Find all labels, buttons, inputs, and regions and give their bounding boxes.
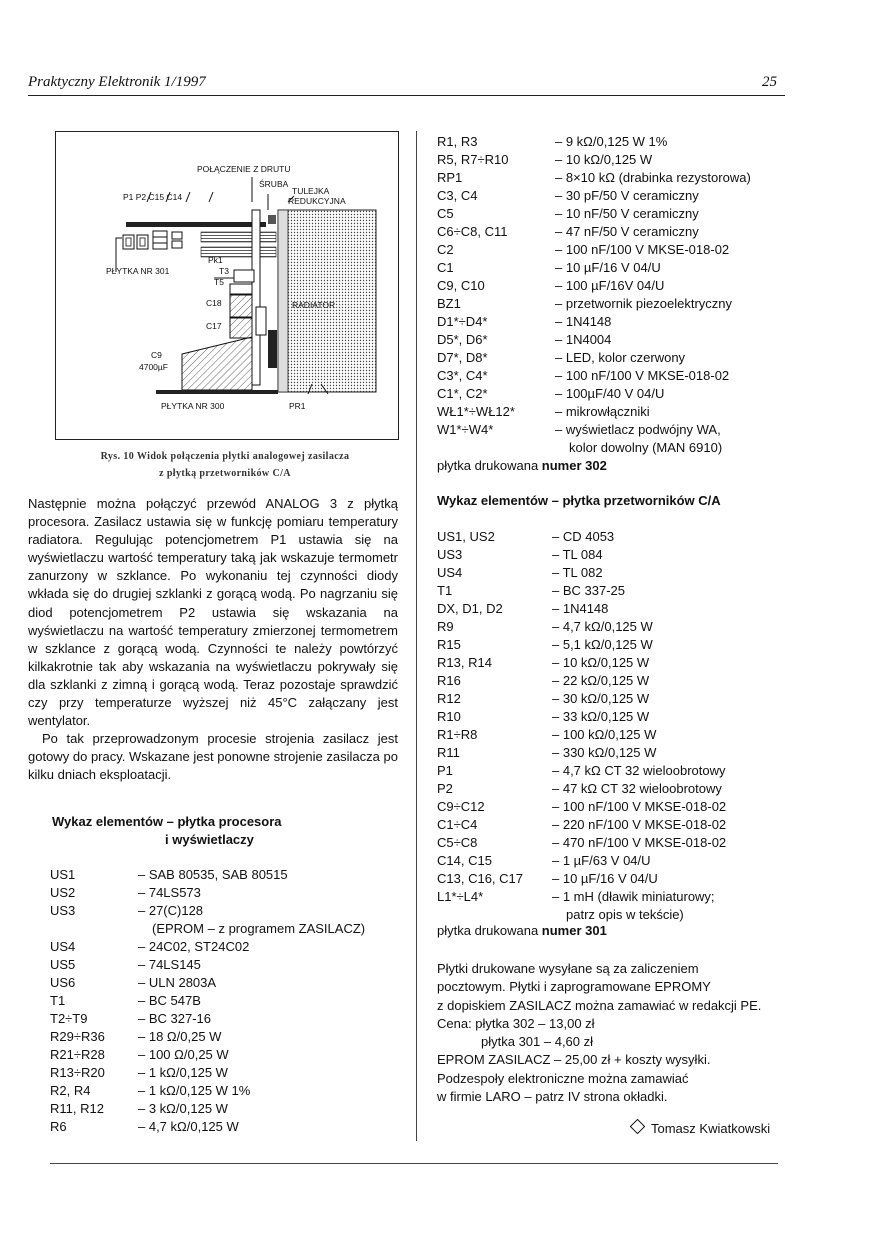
part-designator: P1 [437, 763, 453, 778]
label-sleeve-2: REDUKCYJNA [288, 196, 346, 206]
label-board-300: PŁYTKA NR 300 [161, 401, 225, 411]
pr1-shape [268, 330, 277, 368]
display-parts-list [437, 133, 751, 457]
board-301-plate [126, 222, 266, 227]
part-designator: W1*÷W4* [437, 422, 494, 437]
part-designator: T1 [50, 993, 66, 1008]
part-value: kolor dowolny (MAN 6910) [569, 440, 723, 455]
caption-line-1: Rys. 10 Widok połączenia płytki analogowej zasilacza [100, 451, 350, 462]
label-t3: T3 [219, 266, 229, 276]
part-row [437, 870, 726, 888]
part-value: – 100 nF/100 V MKSE-018-02 [552, 799, 727, 814]
part-value: – 1N4004 [555, 332, 612, 347]
part-value: – mikrowłączniki [555, 404, 650, 419]
part-row [437, 439, 751, 457]
part-designator: C14, C15 [437, 853, 492, 868]
part-row [437, 313, 751, 331]
part-row [437, 726, 726, 744]
part-designator: D7*, D8* [437, 350, 488, 365]
part-value: – BC 337-25 [552, 583, 625, 598]
part-value: – 1 kΩ/0,125 W [138, 1065, 228, 1080]
part-row [437, 618, 726, 636]
part-row [437, 834, 726, 852]
part-row [437, 223, 751, 241]
c9-shape [182, 337, 252, 390]
part-value: – 4,7 kΩ/0,125 W [138, 1119, 239, 1134]
part-row [437, 205, 751, 223]
label-radiator: RADIATOR [292, 300, 336, 310]
part-value: – 24C02, ST24C02 [138, 939, 250, 954]
label-c17: C17 [206, 321, 222, 331]
part-value: – 10 µF/16 V 04/U [552, 871, 658, 886]
part-value: – 1N4148 [552, 601, 609, 616]
part-row [50, 1046, 365, 1064]
paragraph-2: Po tak przeprowadzonym procesie strojenia zasilacz jest gotowy do pracy. Wskazane jest ponowne strojenie zasilacza po kilku dniach eksploatacji. [28, 731, 398, 783]
part-designator: C1*, C2* [437, 386, 488, 401]
part-row [437, 762, 726, 780]
part-value: – 33 kΩ/0,125 W [552, 709, 650, 724]
label-sleeve-1: TULEJKA [292, 186, 330, 196]
label-connection: POŁĄCZENIE Z DRUTU [197, 164, 291, 174]
order-line-8: w firmie LARO – patrz IV strona okładki. [437, 1089, 668, 1105]
part-row [50, 1082, 365, 1100]
part-designator: DX, D1, D2 [437, 601, 503, 616]
order-line-3: z dopiskiem ZASILACZ można zamawiać w redakcji PE. [437, 997, 762, 1013]
part-value: – przetwornik piezoelektryczny [555, 296, 733, 311]
part-designator: R6 [50, 1119, 67, 1134]
part-designator: US1 [50, 867, 76, 882]
part-row [437, 888, 726, 906]
part-value: – 5,1 kΩ/0,125 W [552, 637, 653, 652]
part-value: – 18 Ω/0,25 W [138, 1029, 222, 1044]
part-row [437, 672, 726, 690]
part-row [437, 600, 726, 618]
part-row [437, 331, 751, 349]
part-row [437, 133, 751, 151]
part-designator: R1, R3 [437, 134, 478, 149]
part-value: – wyświetlacz podwójny WA, [555, 422, 721, 437]
label-t5: T5 [214, 277, 224, 287]
part-designator: C3, C4 [437, 188, 478, 203]
part-designator: R12 [437, 691, 461, 706]
part-designator: R16 [437, 673, 461, 688]
part-value: – 22 kΩ/0,125 W [552, 673, 650, 688]
part-value: – 47 nF/50 V ceramiczny [555, 224, 699, 239]
order-line-1: Płytki drukowane wysyłane są za zaliczeniem [437, 961, 699, 976]
order-info [437, 960, 761, 1106]
part-row [50, 956, 365, 974]
part-designator: D1*÷D4* [437, 314, 488, 329]
part-designator: C9÷C12 [437, 799, 485, 814]
label-screw: ŚRUBA [259, 179, 289, 189]
part-designator: WŁ1*÷WŁ12* [437, 404, 515, 419]
part-row [437, 780, 726, 798]
part-designator: R9 [437, 619, 454, 634]
converter-parts-list [437, 528, 726, 924]
board-302-prefix: płytka drukowana [437, 458, 539, 473]
part-designator: BZ1 [437, 296, 461, 311]
part-row [437, 636, 726, 654]
label-c18: C18 [206, 298, 222, 308]
part-designator: R11 [437, 745, 460, 760]
page-number: 25 [762, 74, 777, 90]
part-designator: R13÷R20 [50, 1065, 105, 1080]
part-value: – 10 kΩ/0,125 W [555, 152, 653, 167]
part-row [50, 974, 365, 992]
order-line-2: pocztowym. Płytki i zaprogramowane EPROMY [437, 979, 711, 995]
part-row [50, 884, 365, 902]
part-designator: US5 [50, 957, 76, 972]
journal-title: Praktyczny Elektronik 1/1997 [28, 74, 206, 90]
part-row [437, 744, 726, 762]
part-row [437, 187, 751, 205]
part-row [437, 690, 726, 708]
part-value: – 1 kΩ/0,125 W 1% [138, 1083, 251, 1098]
part-row [50, 992, 365, 1010]
assembly-diagram [56, 132, 398, 439]
part-row [437, 528, 726, 546]
part-designator: RP1 [437, 170, 463, 185]
part-value: – 100 Ω/0,25 W [138, 1047, 229, 1062]
part-row [437, 546, 726, 564]
part-row [437, 259, 751, 277]
part-value: – 74LS573 [138, 885, 201, 900]
part-row [437, 708, 726, 726]
part-value: – 100 nF/100 V MKSE-018-02 [555, 368, 730, 383]
part-value: – 4,7 kΩ CT 32 wieloobrotowy [552, 763, 726, 778]
board-301-number: numer 301 [541, 923, 607, 938]
board-301-line [437, 922, 607, 940]
part-value: – 100 nF/100 V MKSE-018-02 [555, 242, 730, 257]
part-value: – 1N4148 [555, 314, 612, 329]
label-c9-value: 4700µF [139, 362, 168, 372]
part-value: – BC 547B [138, 993, 201, 1008]
part-designator: US4 [437, 565, 463, 580]
part-value: – 3 kΩ/0,125 W [138, 1101, 228, 1116]
part-designator: R5, R7÷R10 [437, 152, 509, 167]
part-row [50, 902, 365, 920]
author-name: Tomasz Kwiatkowski [651, 1121, 771, 1136]
part-value: – 10 kΩ/0,125 W [552, 655, 650, 670]
processor-parts-list [50, 866, 365, 1136]
part-value: – 10 nF/50 V ceramiczny [555, 206, 699, 221]
part-designator: C3*, C4* [437, 368, 488, 383]
part-value: – 74LS145 [138, 957, 201, 972]
part-designator: C9, C10 [437, 278, 485, 293]
part-row [50, 866, 365, 884]
part-row [437, 816, 726, 834]
part-value: – SAB 80535, SAB 80515 [138, 867, 288, 882]
part-row [437, 654, 726, 672]
part-designator: C5÷C8 [437, 835, 478, 850]
part-designator: P2 [437, 781, 453, 796]
part-row [437, 852, 726, 870]
part-value: – 27(C)128 [138, 903, 204, 918]
part-row [437, 798, 726, 816]
part-value: – 4,7 kΩ/0,125 W [552, 619, 653, 634]
part-row [437, 421, 751, 439]
part-designator: C1÷C4 [437, 817, 478, 832]
part-value: – 10 µF/16 V 04/U [555, 260, 661, 275]
part-row [50, 1010, 365, 1028]
part-designator: L1*÷L4* [437, 889, 484, 904]
part-value: – 100µF/40 V 04/U [555, 386, 665, 401]
part-designator: R13, R14 [437, 655, 492, 670]
part-value: – 30 kΩ/0,125 W [552, 691, 650, 706]
part-value: – 100 kΩ/0,125 W [552, 727, 657, 742]
part-row [437, 277, 751, 295]
part-designator: C1 [437, 260, 454, 275]
part-row [437, 403, 751, 421]
diamond-icon [630, 1119, 646, 1135]
part-designator: US3 [437, 547, 463, 562]
part-value: – 1 mH (dławik miniaturowy; [552, 889, 715, 904]
header-rule [28, 95, 785, 96]
part-value: – CD 4053 [552, 529, 615, 544]
part-row [437, 295, 751, 313]
part-value: – TL 082 [552, 565, 603, 580]
label-parts-top: P1 P2 C15 C14 [123, 192, 183, 202]
body-text [28, 495, 398, 785]
label-board-301: PŁYTKA NR 301 [106, 266, 170, 276]
part-value: – 30 pF/50 V ceramiczny [555, 188, 699, 203]
part-value: – 330 kΩ/0,125 W [552, 745, 657, 760]
part-designator: C6÷C8, C11 [437, 224, 508, 239]
caption-line-2: z płytką przetworników C/A [159, 468, 291, 479]
paragraph-1: Następnie można połączyć przewód ANALOG 3 z płytką procesora. Zasilacz ustawia się w funkcję pomiaru temperatury radiatora. Regulując potencjometrem P1 ustawia się na wyświetlaczu wartość temperatury taką jak wskazuje termometr zanurzony w szklance. Po wykonaniu tej czynności diody wkłada się do drugiej szklanki z gorącą wodą. Po nagrzaniu się diod potencjometrem P2 ustawia się wskazania na wyświetlaczu na wartość temperatury zmierzonej termometrem w szklance z gorącą wodą. Czynności te należy powtórzyć kilkakrotnie tak aby wskazania na wyświetlaczu pokrywały się dla szklanki z zimną i gorącą wodą. Teraz pozostaje sprawdzić czy przy temperaturze wyższej niż 45°C załączany jest wentylator. [28, 496, 398, 729]
part-designator: T1 [437, 583, 453, 598]
part-row [437, 367, 751, 385]
label-c9: C9 [151, 350, 162, 360]
part-designator: D5*, D6* [437, 332, 488, 347]
part-row [437, 582, 726, 600]
part-value: (EPROM – z programem ZASILACZ) [152, 921, 366, 936]
part-designator: T2÷T9 [50, 1011, 88, 1026]
part-designator: US3 [50, 903, 76, 918]
part-designator: US1, US2 [437, 529, 495, 544]
part-designator: R15 [437, 637, 461, 652]
part-value: – 470 nF/100 V MKSE-018-02 [552, 835, 727, 850]
part-designator: R29÷R36 [50, 1029, 105, 1044]
part-value: – 1 µF/63 V 04/U [552, 853, 651, 868]
board-301-prefix: płytka drukowana [437, 923, 539, 938]
figure-box [55, 131, 399, 440]
part-designator: R10 [437, 709, 461, 724]
part-designator: R1÷R8 [437, 727, 478, 742]
part-row [437, 564, 726, 582]
order-line-4: Cena: płytka 302 – 13,00 zł [437, 1015, 595, 1031]
part-value: – 47 kΩ CT 32 wieloobrotowy [552, 781, 722, 796]
board-300-plate [156, 390, 278, 394]
processor-list-heading-2: i wyświetlaczy [165, 832, 254, 847]
part-designator: US2 [50, 885, 76, 900]
part-row [437, 241, 751, 259]
part-row [437, 169, 751, 187]
part-value: – LED, kolor czerwony [555, 350, 686, 365]
board-302-number: numer 302 [541, 458, 607, 473]
label-pk1: Pk1 [208, 255, 223, 265]
part-designator [437, 439, 555, 457]
column-divider [416, 131, 417, 1141]
part-row [50, 920, 365, 938]
part-value: – ULN 2803A [138, 975, 217, 990]
converter-list-heading: Wykaz elementów – płytka przetworników C/A [437, 493, 721, 508]
label-pr1: PR1 [289, 401, 306, 411]
part-row [50, 1100, 365, 1118]
part-value: – 220 nF/100 V MKSE-018-02 [552, 817, 727, 832]
part-designator: C2 [437, 242, 454, 257]
figure-caption [40, 448, 410, 482]
part-designator: R2, R4 [50, 1083, 91, 1098]
part-row [437, 151, 751, 169]
author-signature [632, 1121, 770, 1136]
part-row [437, 385, 751, 403]
part-value: – TL 084 [552, 547, 603, 562]
part-row [50, 938, 365, 956]
part-value: patrz opis w tekście) [566, 907, 684, 922]
order-line-6: EPROM ZASILACZ – 25,00 zł + koszty wysyłki. [437, 1052, 711, 1068]
part-designator: US6 [50, 975, 76, 990]
part-row [50, 1064, 365, 1082]
part-row [437, 349, 751, 367]
part-value: – 100 µF/16V 04/U [555, 278, 665, 293]
part-value: – 9 kΩ/0,125 W 1% [555, 134, 668, 149]
part-designator: C13, C16, C17 [437, 871, 523, 886]
part-designator: US4 [50, 939, 76, 954]
part-row [50, 1028, 365, 1046]
part-designator [50, 920, 138, 938]
part-designator: C5 [437, 206, 454, 221]
part-value: – BC 327-16 [138, 1011, 211, 1026]
part-value: – 8×10 kΩ (drabinka rezystorowa) [555, 170, 751, 185]
order-line-7: Podzespoły elektroniczne można zamawiać [437, 1070, 689, 1086]
board-302-line [437, 457, 607, 475]
part-row [50, 1118, 365, 1136]
part-designator: R21÷R28 [50, 1047, 105, 1062]
order-line-5: płytka 301 – 4,60 zł [481, 1034, 594, 1050]
processor-list-heading-1: Wykaz elementów – płytka procesora [52, 814, 282, 829]
part-designator: R11, R12 [50, 1101, 104, 1116]
footer-rule [50, 1163, 778, 1164]
